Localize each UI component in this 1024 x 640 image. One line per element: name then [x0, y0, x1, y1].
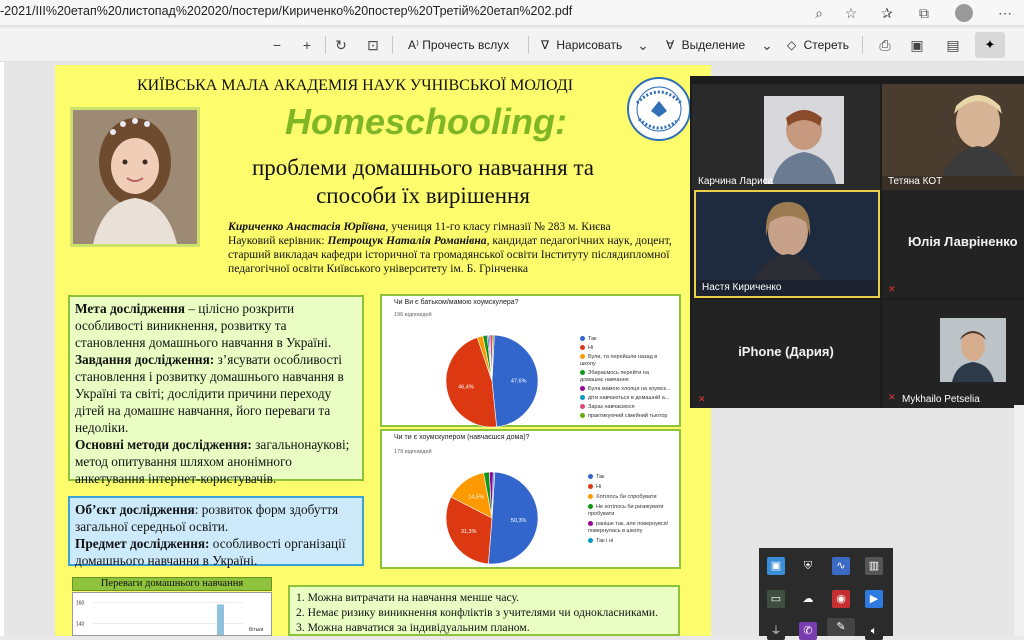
participant-tile[interactable]	[692, 84, 880, 190]
pdf-toolbar	[0, 28, 1024, 62]
participant-tile[interactable]	[882, 300, 1024, 408]
pdf-side-strip	[0, 62, 4, 636]
legend-label: Зараз навчаємося	[588, 404, 635, 410]
advantages-chart-title: Переваги домашнього навчання	[72, 577, 272, 591]
legend-dot	[588, 484, 593, 489]
fit-page-icon[interactable]: ⊡	[367, 37, 379, 53]
legend-item	[580, 386, 672, 393]
research-goal-box	[68, 295, 364, 486]
mic-muted-icon: ✕	[888, 284, 896, 294]
y-tick-label: 160	[76, 600, 85, 607]
participant-tile[interactable]	[882, 190, 1024, 298]
pie-slice-label: 14,5%	[468, 494, 484, 501]
legend-dot	[580, 370, 585, 375]
pen-icon[interactable]: ✎	[827, 618, 855, 636]
pie-slice-label: 46,4%	[458, 384, 474, 391]
academy-logo	[627, 77, 691, 141]
advantages-list	[288, 585, 680, 636]
legend-item	[580, 395, 672, 402]
legend-dot	[580, 404, 585, 409]
address-bar	[0, 0, 1024, 26]
mic-muted-icon: ✕	[698, 394, 706, 404]
legend-item	[588, 521, 679, 535]
legend-label: Ні	[588, 345, 594, 351]
active-speaker-tile[interactable]	[694, 190, 880, 298]
pin-icon: ✦	[984, 37, 996, 52]
list-item: 1. Можна витрачати на навчання менше часу.	[296, 591, 520, 604]
subject-text: особливості організації домашнього навчання в Україні.	[75, 536, 346, 568]
legend-dot	[588, 474, 593, 479]
legend-label: раніше так, але повернувся/повернулась в школу	[588, 521, 669, 534]
tasks-label: Завдання дослідження:	[75, 352, 215, 367]
pin-toolbar-button[interactable]	[975, 32, 1005, 58]
antivirus-icon[interactable]: ◉	[832, 590, 850, 608]
participant-name: Тетяна КОТ	[888, 176, 943, 187]
draw-button[interactable]	[541, 28, 622, 62]
zoom-out-icon[interactable]: −	[272, 37, 282, 53]
legend-dot	[588, 538, 593, 543]
legend-item	[580, 354, 672, 368]
legend-label: Були, та перейшли назад в школу	[580, 354, 658, 367]
list-item: 3. Можна навчатися за індивідуальним планом.	[296, 621, 530, 634]
legend-label: Збираємось перейти на домашнє навчання	[580, 370, 649, 383]
page-scrollbar[interactable]	[1014, 405, 1024, 636]
legend-label: Не хотілось би ризикувати пробувати	[588, 504, 664, 517]
legend-dot	[588, 494, 593, 499]
highlight-label: Выделение	[681, 38, 746, 52]
y-tick-label: 140	[76, 621, 85, 628]
read-aloud-icon: A⁾	[408, 38, 419, 52]
legend-label: Була мамою хлопця на хоумск...	[588, 386, 671, 392]
legend-dot	[588, 504, 593, 509]
highlight-button[interactable]	[666, 28, 745, 62]
collections-icon[interactable]: ⧉	[919, 5, 929, 21]
pie-slice-label: 47,6%	[510, 378, 527, 385]
author-details: , учениця 11-го класу гімназії № 283 м. Києва	[385, 220, 611, 233]
erase-label: Стереть	[803, 38, 849, 52]
erase-button[interactable]	[787, 28, 849, 62]
chart1-pie	[444, 333, 540, 429]
legend-item	[580, 413, 672, 420]
legend-dot	[580, 336, 585, 341]
onedrive-cloud-icon[interactable]: ☁	[799, 590, 817, 608]
participant-video	[940, 318, 1006, 382]
chart2-legend	[588, 474, 679, 548]
participant-name: Mykhailo Petselia	[902, 394, 980, 405]
poster-page	[55, 65, 711, 636]
advisor-name: Петрощук Наталія Романівна	[327, 234, 487, 247]
print-icon[interactable]: ⎙	[879, 37, 891, 53]
rotate-icon[interactable]: ↻	[335, 37, 347, 53]
advisor-details: , кандидат педагогічних наук, доцент, старший викладач кафедри історичної та громадянської освіти Інституту післядипломної педагогічної освіти Київського університету ім. Б. Грінченка	[228, 234, 672, 275]
legend-label: Ні	[596, 484, 602, 490]
subject-label: Предмет дослідження:	[75, 536, 210, 551]
chart2-count: 179 відповідей	[394, 449, 432, 455]
legend-dot	[580, 354, 585, 359]
mic-muted-icon: ✕	[888, 392, 896, 402]
draw-icon: ∇	[541, 38, 550, 52]
volume-icon[interactable]: 🔈︎	[865, 622, 883, 640]
toolbar-divider	[392, 36, 393, 54]
bar	[217, 604, 224, 635]
legend-dot	[588, 521, 593, 526]
chart1-title: Чи Ви є батьком/мамою хоумскулера?	[394, 299, 519, 306]
participant-video	[764, 96, 844, 184]
author-name: Кириченко Анастасія Юріївна	[228, 220, 386, 233]
bar-legend-label: Бітьки	[249, 627, 264, 633]
participant-tile[interactable]	[692, 300, 880, 408]
highlight-chevron-down-icon[interactable]: ⌄	[761, 37, 773, 53]
viber-icon[interactable]: ✆	[799, 622, 817, 640]
participant-name: Настя Кириченко	[702, 282, 782, 293]
pie-chart-students	[380, 429, 681, 569]
methods-label: Основні методи дослідження:	[75, 437, 252, 452]
legend-dot	[580, 386, 585, 391]
research-object-box	[68, 496, 364, 566]
legend-item	[588, 484, 679, 491]
legend-dot	[580, 413, 585, 418]
read-aloud-label: Прочесть вслух	[422, 38, 510, 52]
poster-subtitle-line2: способи їх вирішення	[316, 183, 530, 208]
chart1-legend	[580, 336, 672, 422]
eraser-icon: ◇	[787, 38, 797, 52]
academy-logo-image	[629, 79, 689, 139]
legend-label: діти навчаються в домашній а...	[588, 395, 670, 401]
advantages-bars	[73, 593, 271, 635]
device-icon[interactable]: ▥	[865, 557, 883, 575]
participant-video	[696, 192, 878, 280]
zoom-in-icon[interactable]: +	[302, 37, 312, 53]
defender-shield-icon[interactable]: ⛨	[799, 557, 817, 575]
pie-slice-label: 50,3%	[510, 517, 527, 524]
system-tray-overflow	[759, 548, 893, 636]
display-icon[interactable]: ▣	[767, 557, 785, 575]
chart2-pie	[444, 470, 540, 566]
poster-org-title: КИЇВСЬКА МАЛА АКАДЕМІЯ НАУК УЧНІВСЬКОЇ МОЛОДІ	[136, 77, 574, 94]
legend-label: практикуючий сімейний тьютор	[588, 413, 668, 419]
pie-chart-parents	[380, 294, 681, 427]
legend-item	[580, 404, 672, 411]
legend-label: Хотілось би спробувати	[596, 494, 657, 500]
participant-tile[interactable]	[882, 84, 1024, 190]
zoom-app-icon[interactable]: ▶	[865, 590, 883, 608]
poster-subtitle-line1: проблеми домашнього навчання та	[252, 155, 594, 180]
goal-text: – цілісно розкрити особливості виникнення, розвитку та становлення домашнього навчання в Україні.	[75, 301, 332, 350]
more-menu-icon[interactable]: ⋯	[998, 5, 1012, 21]
draw-chevron-down-icon[interactable]: ⌄	[637, 37, 649, 53]
object-text: : розвиток форм здобуття загальної середньої освіти.	[75, 502, 339, 534]
tasks-text: з’ясувати особливості становлення і розвитку домашнього навчання в Україні та світі; дослідити причини переходу дітей на домашнє навчання, його переваги та недоліки.	[75, 352, 344, 435]
audio-wave-icon[interactable]: ∿	[832, 557, 850, 575]
highlight-icon: ∀	[666, 38, 675, 52]
legend-item	[588, 474, 679, 481]
save-icon[interactable]: ▣	[910, 37, 924, 53]
favorites-bar-icon[interactable]: ✰	[881, 5, 893, 21]
participant-name: Карчина Лариса	[698, 176, 774, 187]
legend-dot	[580, 395, 585, 400]
advantages-bar-chart	[72, 592, 272, 636]
legend-label: Так	[588, 336, 597, 342]
toolbar-divider	[528, 36, 529, 54]
storage-icon[interactable]: ▭	[767, 590, 785, 608]
participant-name-large: iPhone (Дария)	[738, 344, 834, 359]
participant-name-large: Юлія Лавріненко	[908, 234, 1018, 249]
save-as-icon[interactable]: ▤	[946, 37, 960, 53]
url-field[interactable]: -2021/III%20етап%20листопад%202020/постери/Кириченко%20постер%20Третій%20етап%202.pdf	[0, 4, 573, 18]
favorite-icon[interactable]: ☆	[844, 5, 858, 21]
legend-item	[588, 538, 679, 545]
read-aloud-button[interactable]	[408, 28, 509, 62]
poster-main-title: Homeschooling:	[285, 101, 568, 142]
legend-item	[580, 336, 672, 343]
usb-icon[interactable]: ⏚	[767, 622, 785, 640]
pie-slice-label: 31,3%	[460, 528, 477, 535]
legend-label: Так і ні	[596, 538, 614, 544]
author-photo	[70, 107, 200, 247]
list-item: 2. Немає ризику виникнення конфліктів з учителями чи однокласниками.	[296, 606, 659, 619]
legend-label: Так	[596, 474, 605, 480]
chart2-title: Чи ти є хоумскулером (навчаєшся дома)?	[394, 434, 530, 441]
methods-text: загальнонаукові; метод опитування шляхом анонімного анкетування інтернет-користувачів.	[75, 437, 350, 486]
legend-dot	[580, 345, 585, 350]
profile-avatar-icon[interactable]	[955, 4, 973, 22]
author-info	[228, 220, 698, 276]
participant-video	[882, 84, 1024, 176]
video-call-panel[interactable]	[690, 76, 1024, 408]
legend-item	[580, 370, 672, 384]
draw-label: Нарисовать	[556, 38, 623, 52]
author-photo-image	[73, 110, 197, 244]
search-icon[interactable]: ⌕	[815, 5, 823, 21]
toolbar-divider	[862, 36, 863, 54]
legend-item	[580, 345, 672, 352]
goal-label: Мета дослідження	[75, 301, 185, 316]
legend-item	[588, 504, 679, 518]
object-label: Об’єкт дослідження	[75, 502, 195, 517]
chart1-count: 196 відповідей	[394, 312, 432, 318]
legend-item	[588, 494, 679, 501]
toolbar-divider	[325, 36, 326, 54]
advisor-label: Науковий керівник:	[228, 234, 328, 247]
